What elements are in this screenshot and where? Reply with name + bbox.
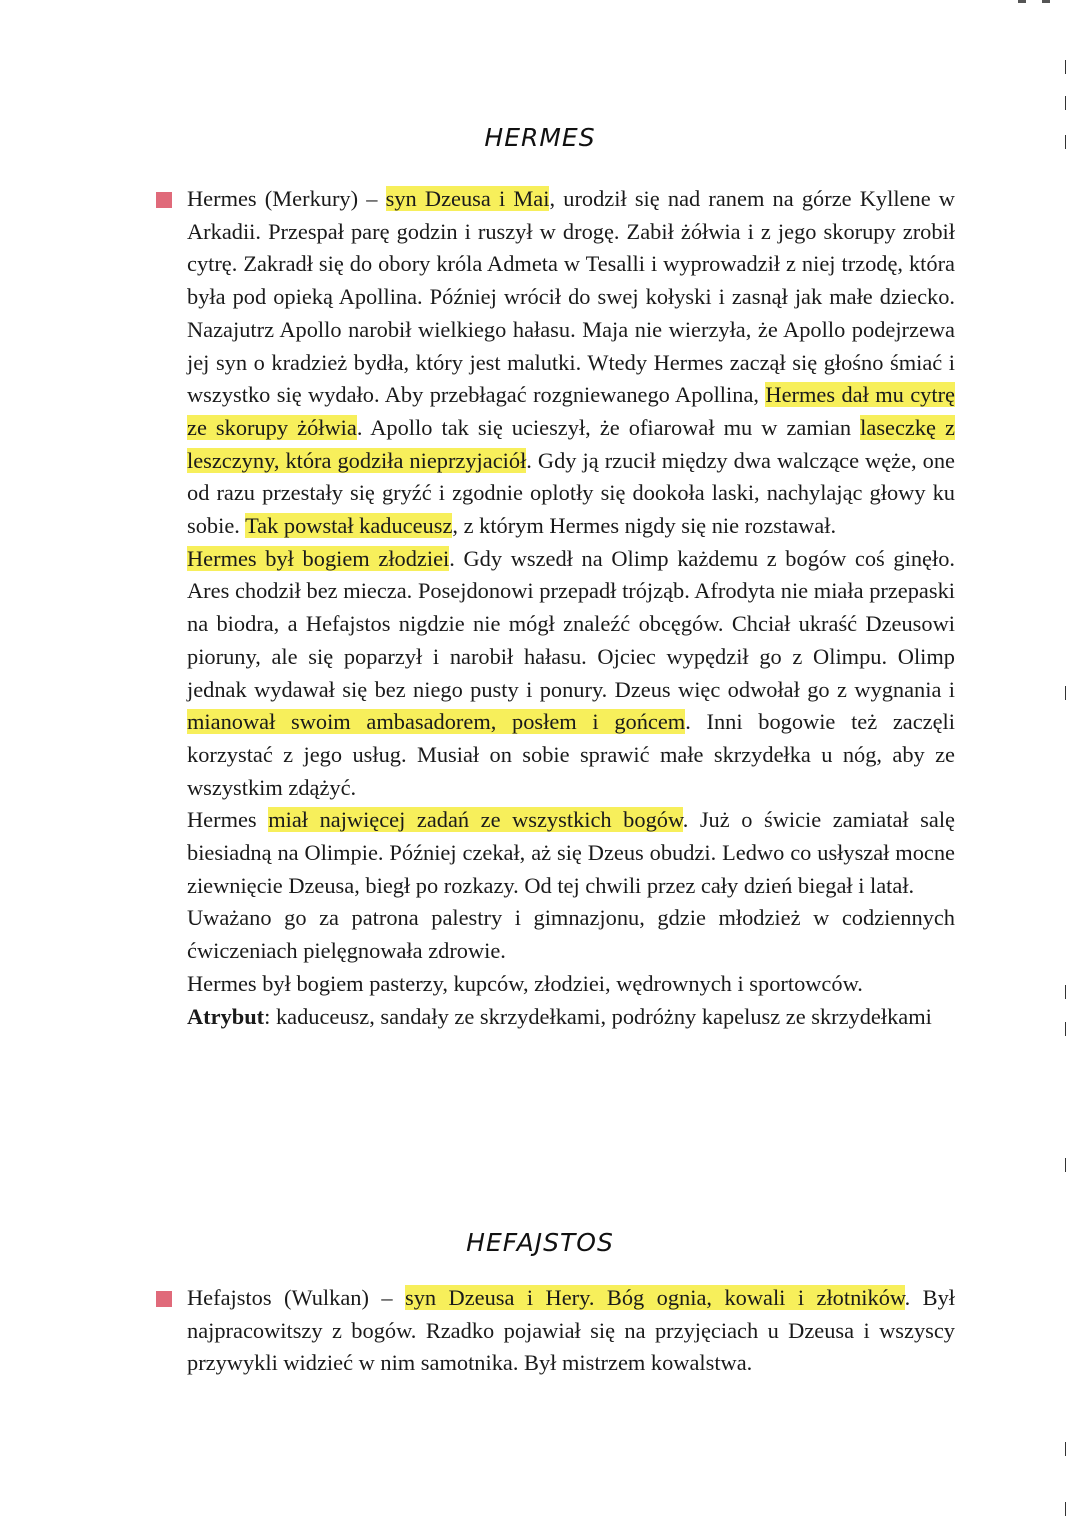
- paragraph: [187, 183, 955, 543]
- text-run: : kaduceusz, sandały ze skrzydełkami, podróżny kapelusz ze skrzydełkami: [264, 1003, 932, 1029]
- section-title-hermes: HERMES: [484, 123, 596, 152]
- text-run: . Już o świcie zamiatał salę biesiadną na Olimpie. Później czekał, aż się Dzeus obudzi. Ledwo co usłyszał mocne ziewnięcie Dzeusa, biegł po rozkazy. Od tej chwili przez cały dzień biegał i latał.: [187, 807, 955, 898]
- scan-tick: [1065, 985, 1067, 999]
- text-run: . Gdy wszedł na Olimp każdemu z bogów coś ginęło. Ares chodził bez miecza. Posejdonowi przepadł trójząb. Afrodyta nie miała przepaski na biodra, a Hefajstos nigdzie nie mógł znaleźć obcęgów. Chciał ukraść Dzeusowi pioruny, ale się poparzył i narobił hałasu. Ojciec wypędził go z Olimpu. Olimp jednak wydawał się bez niego pusty i ponury. Dzeus więc odwołał go z wygnania i: [187, 545, 955, 702]
- scan-tick: [1065, 686, 1067, 700]
- text-run: . Inni bogowie też zaczęli korzystać z jego usług. Musiał on sobie sprawić małe skrzydełka u nóg, aby ze wszystkim zdążyć.: [187, 709, 955, 800]
- scan-tick: [1065, 1022, 1067, 1036]
- hefajstos-text: [187, 1282, 955, 1380]
- paragraph: [187, 804, 955, 902]
- scan-tick: [1065, 60, 1067, 74]
- section-title-hefajstos: HEFAJSTOS: [466, 1228, 614, 1257]
- highlighted-text: syn Dzeusa i Hery. Bóg ognia, kowali i złotników: [405, 1285, 905, 1310]
- highlighted-text: miał najwięcej zadań ze wszystkich bogów: [268, 807, 683, 833]
- highlighted-text: laseczkę z leszczyny, która godziła nieprzyjaciół: [187, 414, 955, 473]
- scan-tick: [1065, 96, 1067, 110]
- text-run: , z którym Hermes nigdy się nie rozstawał.: [452, 513, 837, 539]
- scan-corner-mark: [1042, 0, 1050, 3]
- text-run: . Gdy ją rzucił między dwa walczące węże, one od razu przestały się gryźć i zgodnie oplotły się dookoła laski, nachylając głowy ku sobie.: [187, 447, 955, 539]
- highlighted-text: Hermes był bogiem złodziei: [187, 545, 450, 571]
- text-run: Hermes: [187, 807, 269, 833]
- text-run: . Był najpracowitszy z bogów. Rzadko pojawiał się na przyjęciach u Dzeusa i wszyscy przywykli widzieć w nim samotnika. Był mistrzem kowalstwa.: [187, 1285, 956, 1376]
- bullet-marker: [156, 1291, 172, 1307]
- text-run: Hermes (Merkury) –: [187, 186, 386, 211]
- paragraph: [187, 1282, 955, 1380]
- highlighted-text: Tak powstał kaduceusz: [245, 513, 453, 539]
- scan-tick: [1065, 1442, 1067, 1456]
- attribute-label: Atrybut: [187, 1003, 265, 1029]
- highlighted-text: syn Dzeusa i Mai: [385, 186, 550, 211]
- highlighted-text: Hermes dał mu cytrę ze skorupy żółwia: [187, 382, 955, 440]
- paragraph: [187, 1001, 955, 1034]
- scan-tick: [1065, 1502, 1067, 1516]
- bullet-marker: [156, 192, 172, 208]
- text-run: . Apollo tak się ucieszył, że ofiarował mu w zamian: [356, 414, 861, 440]
- hermes-text: [187, 183, 955, 1033]
- highlighted-text: mianował swoim ambasadorem, posłem i gońcem: [187, 709, 686, 735]
- text-run: Hefajstos (Wulkan) –: [187, 1285, 405, 1310]
- scan-corner-mark: [1018, 0, 1026, 3]
- paragraph: Hermes był bogiem pasterzy, kupców, złodziei, wędrownych i sportowców.: [187, 970, 863, 996]
- scan-tick: [1065, 1158, 1067, 1172]
- paragraph: Uważano go za patrona palestry i gimnazjonu, gdzie młodzież w codziennych ćwiczeniach pielęgnowała zdrowie.: [187, 905, 955, 964]
- text-run: , urodził się nad ranem na górze Kyllene w Arkadii. Przespał parę godzin i ruszył w drogę. Zabił żółwia i z jego skorupy zrobił cytrę. Zakradł się do obory króla Admeta w Tesalli i wyprowadził z niej trzodę, która była pod opieką Apollina. Później wrócił do swej kołyski i zasnął jak małe dziecko. Nazajutrz Apollo narobił wielkiego hałasu. Maja nie wierzyła, że Apollo podejrzewa jej syn o kradzież bydła, który jest malutki. Wtedy Hermes zaczął się głośno śmiać i wszystko się wydało. Aby przebłagać rozgniewanego Apollina,: [187, 186, 955, 408]
- scan-edge-marks: [1050, 0, 1074, 1531]
- paragraph: [187, 543, 955, 805]
